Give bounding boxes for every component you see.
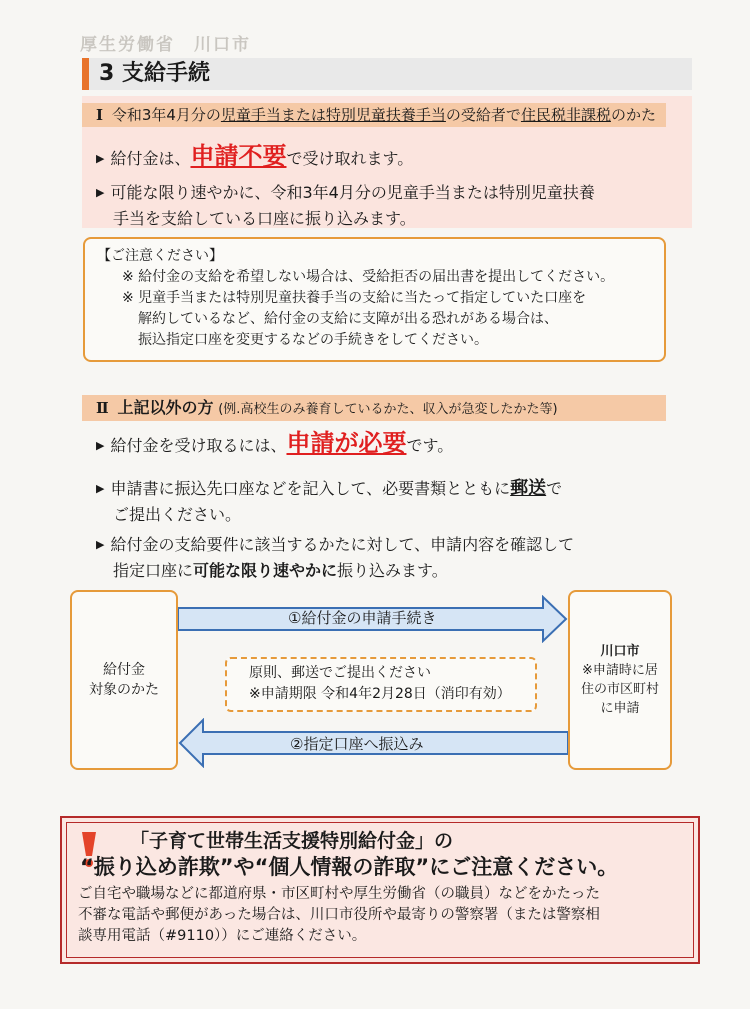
part2-bullet2-line2: ご提出ください。 — [113, 505, 242, 524]
part1-bullet1-emph: 申請不要 — [190, 142, 287, 170]
bullet-triangle-icon: ▶ — [96, 152, 105, 165]
flow-note-box — [225, 657, 537, 712]
part1-bullet1-pre: 給付金は、 — [110, 149, 191, 168]
part1-heading-post: のかた — [610, 106, 656, 124]
flow-left-line2: 対象のかた — [89, 682, 159, 698]
warning-title-1: 「子育て世帯生活支援特別給付金」の — [130, 830, 454, 852]
part2-bullet-3 — [96, 532, 574, 584]
flow-note-line2: ※申請期限 令和4年2月28日（消印有効） — [249, 686, 511, 702]
warning-body-1: ご自宅や職場などに都道府県・市区町村や厚生労働省（の職員）などをかたった — [78, 886, 600, 902]
part1-heading-pre: 令和3年4月分の — [111, 106, 221, 124]
part1-heading-u1: 児童手当または特別児童扶養手当 — [220, 106, 446, 124]
part1-heading — [82, 103, 666, 127]
caution-line-4: 振込指定口座を変更するなどの手続きをしてください。 — [138, 332, 488, 348]
flow-step1-label: ①給付金の申請手続き — [288, 609, 437, 627]
caution-line-3: 解約しているなど、給付金の支給に支障が出る恐れがある場合は、 — [138, 311, 558, 327]
section-title: 3 支給手続 — [82, 58, 692, 90]
warning-body — [78, 884, 678, 947]
flow-note-line1: 原則、郵送でご提出ください — [249, 665, 431, 681]
warning-box — [60, 816, 700, 964]
part2-bullet3-pre: 指定口座に — [113, 561, 194, 580]
part2-bullet3-post: 振り込みます。 — [337, 561, 448, 580]
bullet-triangle-icon: ▶ — [96, 186, 105, 199]
part2-bullet-1 — [96, 430, 453, 459]
part1-bullet-2 — [96, 180, 595, 232]
flow-left-box — [70, 590, 178, 770]
part1-heading-mid: の受給者で — [445, 106, 521, 124]
part1-bullet2-line2: 手当を支給している口座に振り込みます。 — [113, 209, 416, 228]
part2-heading — [82, 395, 666, 421]
flow-right-line1: ※申請時に居 — [582, 663, 658, 678]
flow-right-line2: 住の市区町村 — [580, 682, 659, 697]
flow-right-line3: に申請 — [600, 701, 640, 716]
bullet-triangle-icon: ▶ — [96, 439, 105, 452]
part2-roman: Ⅱ — [96, 399, 109, 417]
part2-heading-bold: 上記以外の方 — [117, 398, 214, 417]
caution-line-1: ※ 給付金の支給を希望しない場合は、受給拒否の届出書を提出してください。 — [122, 269, 615, 285]
part1-bullet-1 — [96, 143, 413, 172]
flow-step2-label: ②指定口座へ振込み — [290, 735, 424, 753]
part2-bullet3-bold: 可能な限り速やかに — [193, 561, 338, 580]
part2-bullet1-pre: 給付金を受け取るには、 — [110, 436, 287, 455]
part1-bullet1-post: で受け取れます。 — [286, 149, 414, 168]
part2-bullet2-pre: 申請書に振込先口座などを記入して、必要書類とともに — [110, 479, 511, 498]
warning-body-3: 談専用電話（#9110））にご連絡ください。 — [78, 928, 367, 944]
part2-bullet1-emph: 申請が必要 — [286, 429, 407, 457]
caution-box — [83, 237, 666, 362]
bullet-triangle-icon: ▶ — [96, 538, 105, 551]
part2-bullet2-post: で — [546, 479, 563, 498]
flow-right-title: 川口市 — [600, 644, 640, 659]
caution-title: 【ご注意ください】 — [97, 248, 223, 264]
part2-bullet1-post: です。 — [406, 436, 454, 455]
part1-roman: Ⅰ — [96, 106, 104, 124]
part2-bullet3-line1: 給付金の支給要件に該当するかたに対して、申請内容を確認して — [110, 535, 575, 554]
part2-heading-small: (例.高校生のみ養育しているかた、収入が急変したかた等) — [218, 402, 558, 417]
caution-line-2: ※ 児童手当または特別児童扶養手当の支給に当たって指定していた口座を — [122, 290, 587, 306]
flow-left-line1: 給付金 — [103, 662, 145, 678]
part1-heading-u2: 住民税非課税 — [520, 106, 611, 124]
bullet-triangle-icon: ▶ — [96, 482, 105, 495]
faint-header-logos: 厚生労働省 川口市 — [80, 35, 251, 55]
warning-body-2: 不審な電話や郵便があった場合は、川口市役所や最寄りの警察署（または警察相 — [78, 907, 600, 923]
part1-bullet2-line1: 可能な限り速やかに、令和3年4月分の児童手当または特別児童扶養 — [110, 183, 595, 202]
flow-right-box — [568, 590, 672, 770]
warning-title-2: “振り込め詐欺”や“個人情報の詐取”にご注意ください。 — [80, 855, 619, 879]
part2-bullet2-bold: 郵送 — [510, 478, 547, 499]
part2-bullet3-line2 — [96, 558, 574, 584]
part2-bullet-2 — [96, 476, 562, 528]
